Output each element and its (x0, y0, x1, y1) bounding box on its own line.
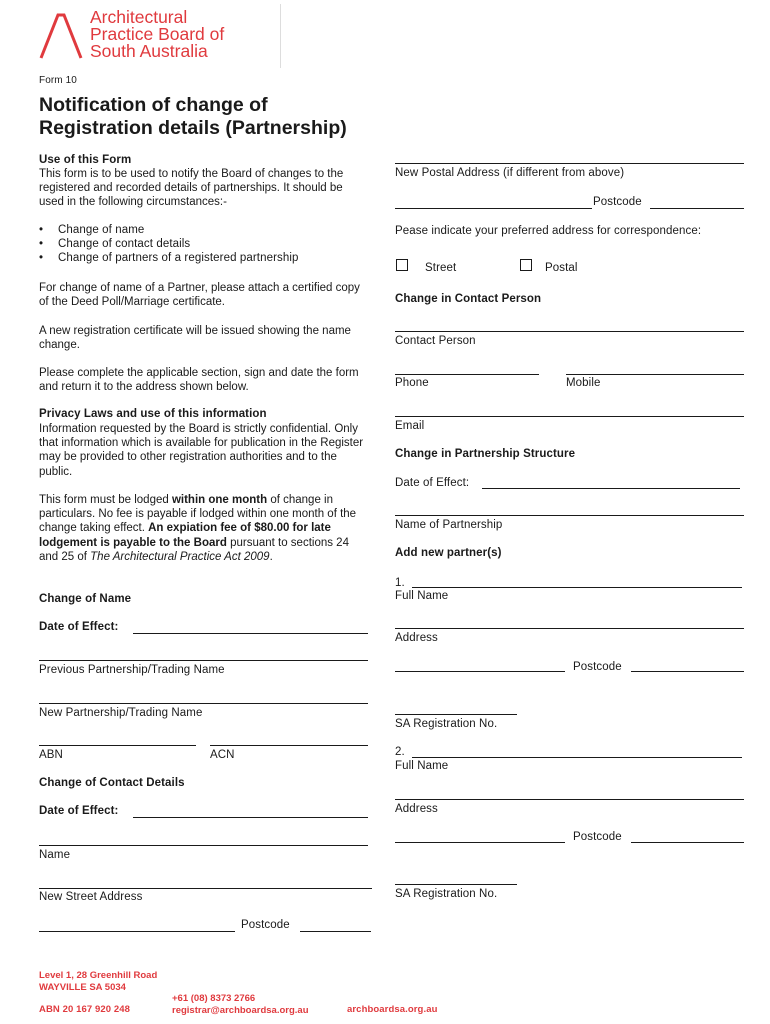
logo-text (90, 9, 224, 60)
partner-1-sa-reg-label: SA Registration No. (395, 718, 498, 730)
acn-label: ACN (210, 749, 235, 761)
street-address-label: New Street Address (39, 891, 143, 903)
privacy-text: Information requested by the Board is strictly confidential. Only that information which is available for publication in the Register may be provided to other registration authorities and to the public. (39, 423, 364, 478)
postal-postcode-label: Postcode (593, 196, 642, 208)
add-partners-heading: Add new partner(s) (395, 547, 502, 559)
partner-1-address-field[interactable] (395, 628, 744, 629)
name-date-effect-field[interactable] (133, 633, 368, 634)
name-date-effect-label: Date of Effect: (39, 621, 119, 633)
privacy-heading: Privacy Laws and use of this information (39, 408, 267, 420)
street-address-field[interactable] (39, 888, 372, 889)
partner-1-postcode-label: Postcode (573, 661, 622, 673)
abn-label: ABN (39, 749, 63, 761)
partner-2-postcode-label: Postcode (573, 831, 622, 843)
new-name-label: New Partnership/Trading Name (39, 707, 203, 719)
abn-field[interactable] (39, 745, 196, 746)
form-number: Form 10 (39, 75, 77, 86)
street-address-line2-field[interactable] (39, 931, 235, 932)
contact-date-effect-label: Date of Effect: (39, 805, 119, 817)
logo-line-1: Architectural (90, 7, 188, 27)
logo-divider (280, 4, 281, 68)
acn-field[interactable] (210, 745, 368, 746)
partnership-name-label: Name of Partnership (395, 519, 503, 531)
bullet-item: • Change of partners of a registered partnership (39, 252, 299, 264)
street-option-label: Street (425, 262, 457, 274)
postal-address-field[interactable] (395, 163, 744, 164)
postal-option-label: Postal (545, 262, 578, 274)
logo-mark-icon (38, 12, 84, 60)
preferred-address-text: Pease indicate your preferred address for correspondence: (395, 225, 702, 237)
logo-line-2: Practice Board of (90, 24, 225, 44)
partner-2-number: 2. (395, 746, 405, 758)
email-field[interactable] (395, 416, 744, 417)
partner-1-number: 1. (395, 577, 405, 589)
phone-label: Phone (395, 377, 429, 389)
contact-person-field[interactable] (395, 331, 744, 332)
structure-heading: Change in Partnership Structure (395, 448, 576, 460)
mobile-label: Mobile (566, 377, 601, 389)
street-postcode-field[interactable] (300, 931, 371, 932)
partner-2-full-name-label: Full Name (395, 760, 449, 772)
para-complete: Please complete the applicable section, sign and date the form and return it to the address shown below. (39, 367, 359, 394)
para-deed-poll: For change of name of a Partner, please attach a certified copy of the Deed Poll/Marriage certificate. (39, 282, 360, 309)
partner-2-full-name-field[interactable] (412, 757, 742, 758)
structure-date-effect-label: Date of Effect: (395, 477, 470, 489)
footer-address (39, 970, 157, 993)
postal-postcode-field[interactable] (650, 208, 744, 209)
partner-1-address-line2-field[interactable] (395, 671, 565, 672)
contact-person-heading: Change in Contact Person (395, 293, 542, 305)
partner-2-address-field[interactable] (395, 799, 744, 800)
partner-1-sa-reg-field[interactable] (395, 714, 517, 715)
partner-2-sa-reg-field[interactable] (395, 884, 517, 885)
partner-1-address-label: Address (395, 632, 438, 644)
partner-2-sa-reg-label: SA Registration No. (395, 888, 498, 900)
lodgement-text: This form must be lodged within one month of change in particulars. No fee is payable if lodged within one month of the change taking effect. An expiation fee of $80.00 for late lodgement is payable to the Board pursuant to sections 24 and 25 of The Architectural Practice Act 2009. (39, 494, 357, 563)
partner-2-postcode-field[interactable] (631, 842, 744, 843)
footer-website[interactable]: archboardsa.org.au (347, 1004, 438, 1015)
email-label: Email (395, 420, 425, 432)
title-line-1: Notification of change of (39, 94, 268, 116)
footer-address-line-2: WAYVILLE SA 5034 (39, 981, 126, 993)
contact-details-heading: Change of Contact Details (39, 777, 185, 789)
footer-email[interactable]: registrar@archboardsa.org.au (172, 1004, 309, 1016)
partner-2-address-label: Address (395, 803, 438, 815)
partner-1-postcode-field[interactable] (631, 671, 744, 672)
previous-name-label: Previous Partnership/Trading Name (39, 664, 225, 676)
partner-1-full-name-field[interactable] (412, 587, 742, 588)
street-checkbox[interactable] (396, 259, 408, 271)
street-postcode-label: Postcode (241, 919, 290, 931)
footer-contact (172, 993, 309, 1016)
bullet-item: • Change of name (39, 224, 145, 236)
new-name-field[interactable] (39, 703, 368, 704)
footer-abn: ABN 20 167 920 248 (39, 1004, 131, 1015)
bullet-item: • Change of contact details (39, 238, 191, 250)
previous-name-field[interactable] (39, 660, 368, 661)
partnership-name-field[interactable] (395, 515, 744, 516)
footer-phone: +61 (08) 8373 2766 (172, 993, 256, 1004)
contact-person-label: Contact Person (395, 335, 476, 347)
para-certificate: A new registration certificate will be issued showing the name change. (39, 325, 351, 352)
contact-date-effect-field[interactable] (133, 817, 368, 818)
postal-checkbox[interactable] (520, 259, 532, 271)
partner-1-full-name-label: Full Name (395, 590, 449, 602)
contact-name-field[interactable] (39, 845, 368, 846)
phone-field[interactable] (395, 374, 539, 375)
contact-name-label: Name (39, 849, 71, 861)
mobile-field[interactable] (566, 374, 744, 375)
logo-line-3: South Australia (90, 41, 208, 61)
postal-address-line2-field[interactable] (395, 208, 592, 209)
postal-address-label: New Postal Address (if different from above) (395, 167, 625, 179)
use-text: This form is to be used to notify the Board of changes to the registered and recorded details of partnerships. It should be used in the following circumstances:- (39, 168, 344, 209)
page-title (39, 94, 347, 140)
structure-date-effect-field[interactable] (482, 488, 740, 489)
title-line-2: Registration details (Partnership) (39, 117, 347, 139)
change-name-heading: Change of Name (39, 593, 132, 605)
partner-2-address-line2-field[interactable] (395, 842, 565, 843)
footer-address-line-1: Level 1, 28 Greenhill Road (39, 970, 158, 981)
use-heading: Use of this Form (39, 154, 132, 166)
